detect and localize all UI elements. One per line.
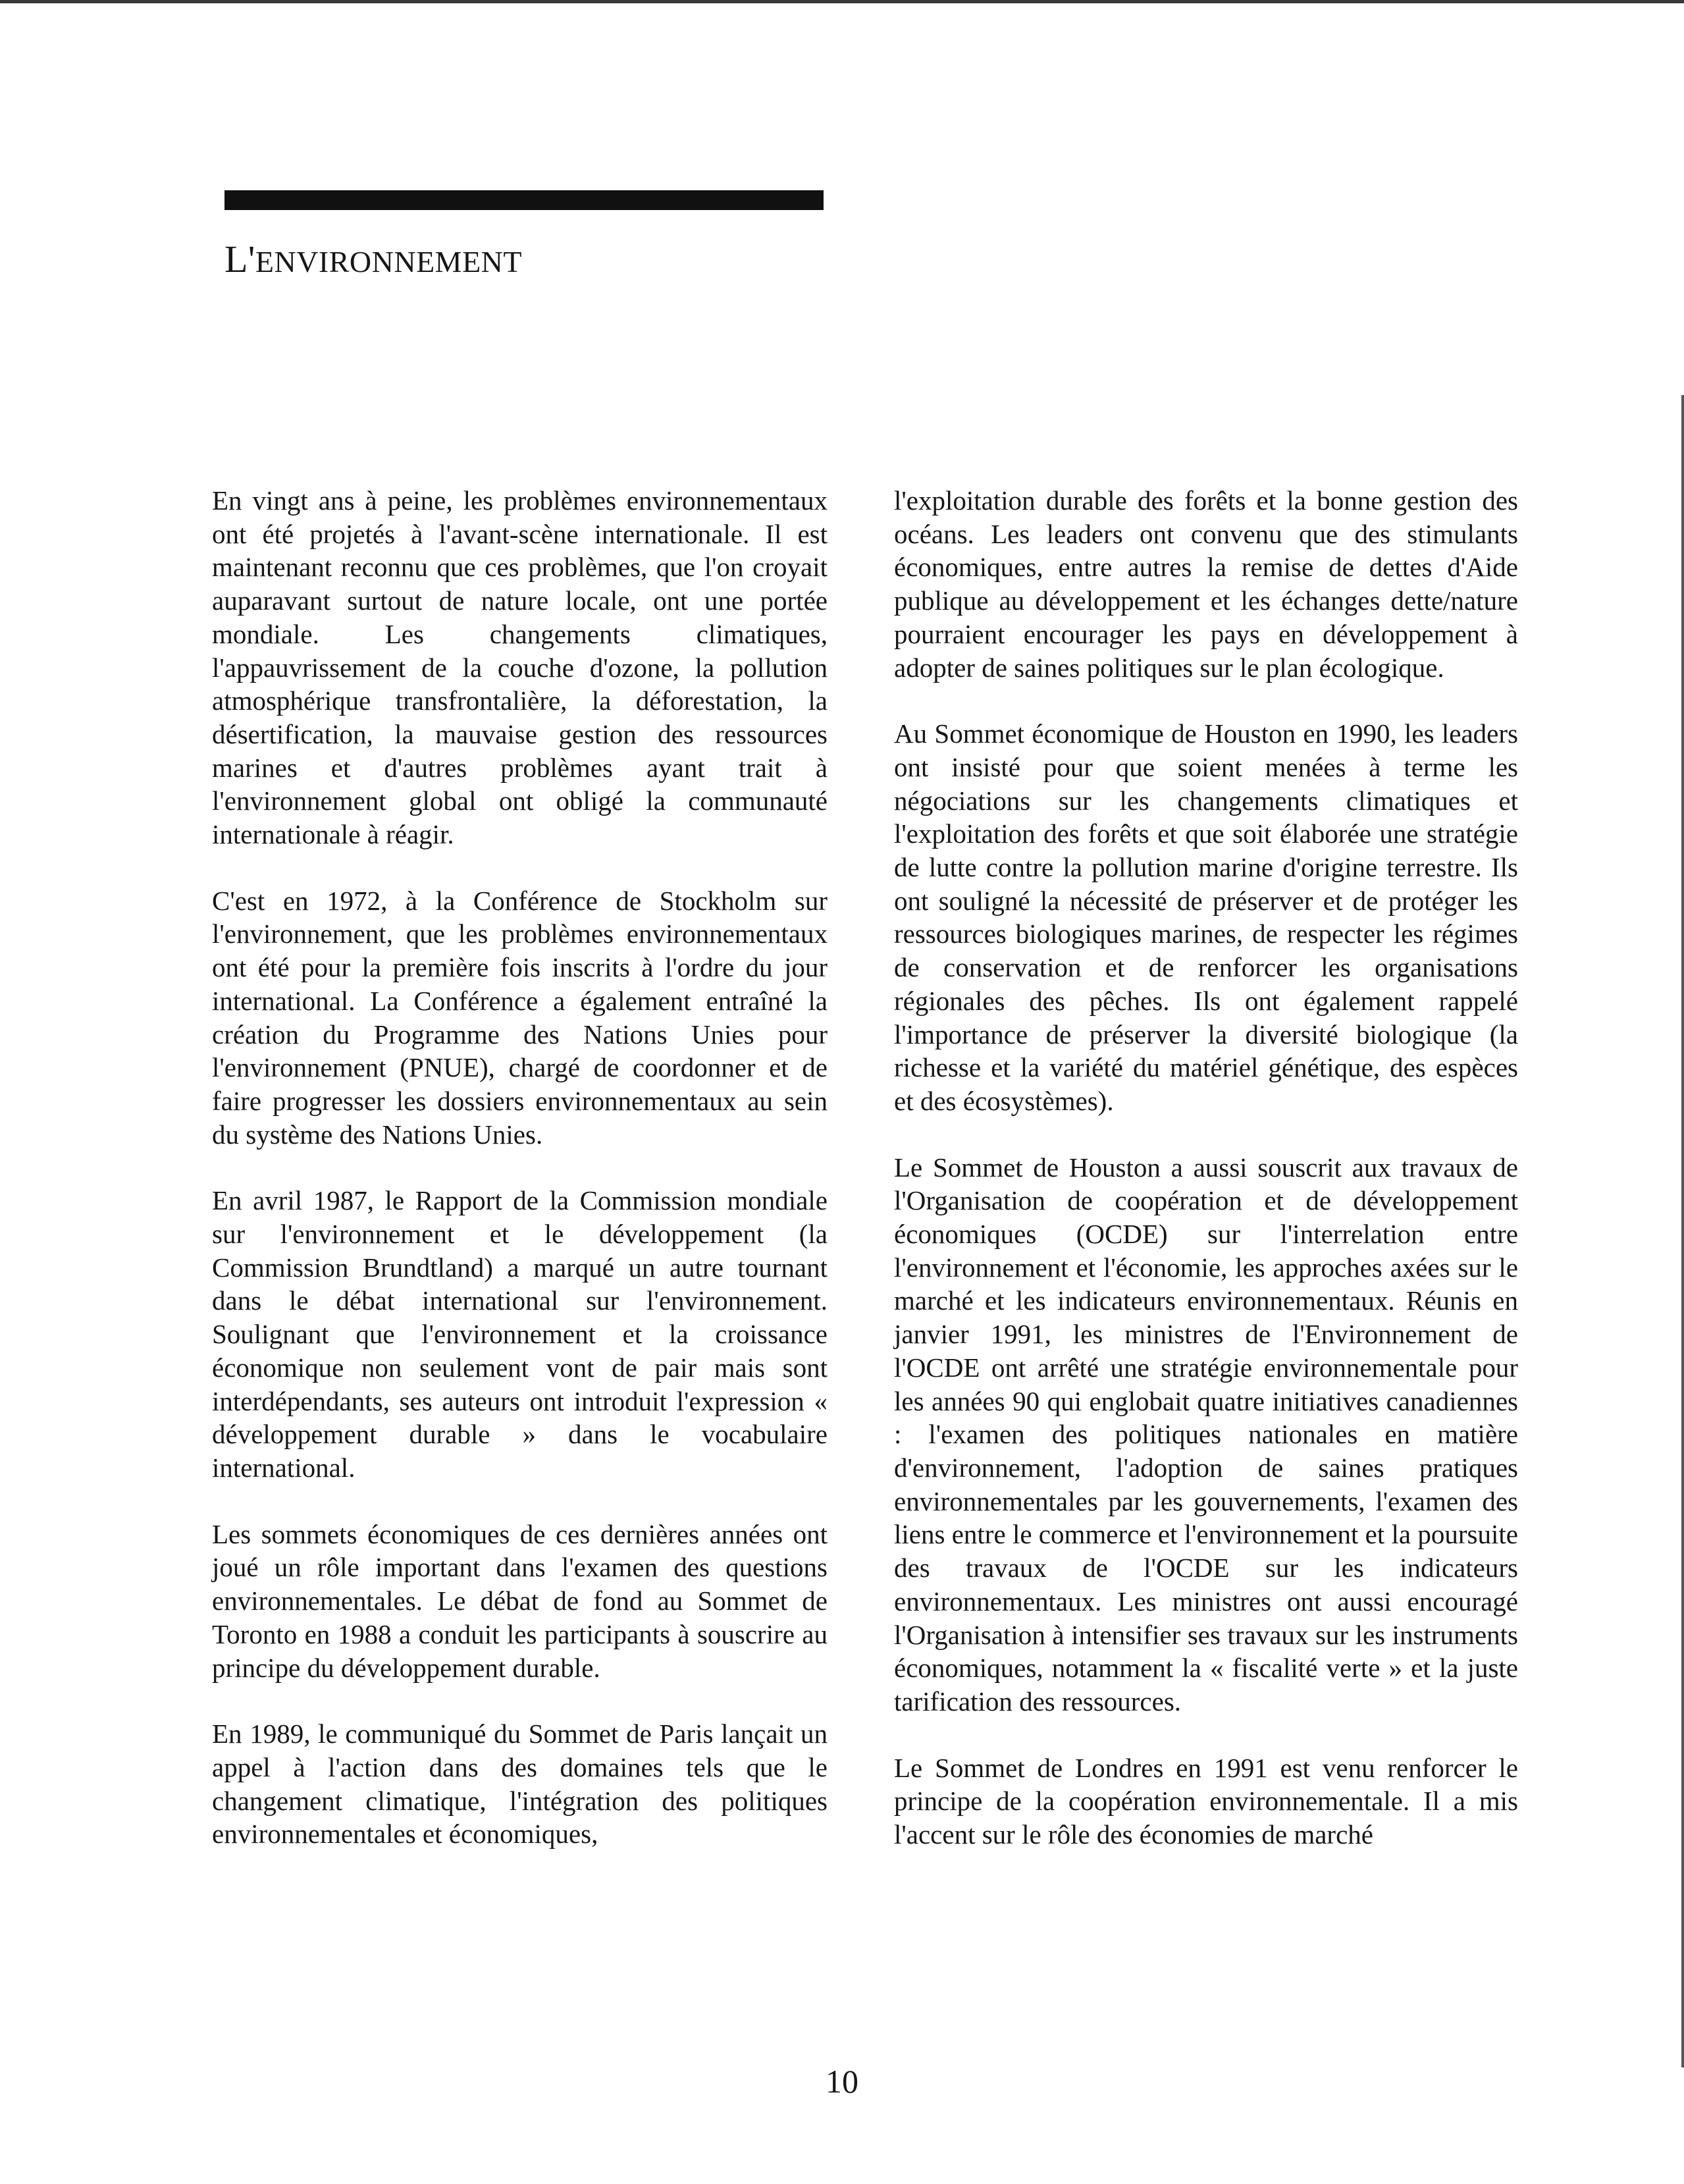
page-title	[224, 237, 522, 281]
paragraph: l'exploitation durable des forêts et la bonne gestion des océans. Les leaders ont convenu que des stimulants économiques, entre autres la remise de dettes d'Aide publique au développement et les échanges dette/nature pourraient encourager les pays en développement à adopter de saines politiques sur le plan écologique.	[894, 485, 1518, 683]
left-column	[212, 484, 828, 1884]
right-column	[894, 484, 1518, 1884]
paragraph: En vingt ans à peine, les problèmes environnementaux ont été projetés à l'avant-scène internationale. Il est maintenant reconnu que ces problèmes, que l'on croyait auparavant surtout de nature locale, ont une portée mondiale. Les changements climatiques, l'appauvrissement de la couche d'ozone, la pollution atmosphérique transfrontalière, la déforestation, la désertification, la mauvaise gestion des ressources marines et d'autres problèmes ayant trait à l'environnement global ont obligé la communauté internationale à réagir.	[212, 485, 828, 850]
top-border-rule	[0, 0, 1684, 3]
paragraph: Le Sommet de Londres en 1991 est venu renforcer le principe de la coopération environnementale. Il a mis l'accent sur le rôle des économies de marché	[894, 1752, 1518, 1850]
title-prefix: L'	[224, 238, 255, 280]
section-header-bar	[224, 190, 824, 210]
page-number: 10	[826, 2063, 858, 2100]
paragraph: En avril 1987, le Rapport de la Commission mondiale sur l'environnement et le développement (la Commission Brundtland) a marqué un autre tournant dans le débat international sur l'environnement. Soulignant que l'environnement et la croissance économique non seulement vont de pair mais sont interdépendants, ses auteurs ont introduit l'expression « développement durable » dans le vocabulaire international.	[212, 1185, 828, 1483]
paragraph: En 1989, le communiqué du Sommet de Paris lançait un appel à l'action dans des domaines tels que le changement climatique, l'intégration des politiques environnementales et économiques,	[212, 1718, 828, 1850]
paragraph: Le Sommet de Houston a aussi souscrit aux travaux de l'Organisation de coopération et de développement économiques (OCDE) sur l'interrelation entre l'environnement et l'économie, les approches axées sur le marché et les indicateurs environnementaux. Réunis en janvier 1991, les ministres de l'Environnement de l'OCDE ont arrêté une stratégie environnementale pour les années 90 qui englobait quatre initiatives canadiennes : l'examen des politiques nationales en matière d'environnement, l'adoption de saines pratiques environnementales par les gouvernements, l'examen des liens entre le commerce et l'environnement et la poursuite des travaux de l'OCDE sur les indicateurs environnementaux. Les ministres ont aussi encouragé l'Organisation à intensifier ses travaux sur les instruments économiques, notamment la « fiscalité verte » et la juste tarification des ressources.	[894, 1152, 1518, 1717]
title-main: ENVIRONNEMENT	[255, 245, 523, 279]
right-edge-rule	[1681, 395, 1684, 2067]
paragraph: C'est en 1972, à la Conférence de Stockholm sur l'environnement, que les problèmes environnementaux ont été pour la première fois inscrits à l'ordre du jour international. La Conférence a également entraîné la création du Programme des Nations Unies pour l'environnement (PNUE), chargé de coordonner et de faire progresser les dossiers environnementaux au sein du système des Nations Unies.	[212, 885, 828, 1150]
paragraph: Au Sommet économique de Houston en 1990, les leaders ont insisté pour que soient menées à terme les négociations sur les changements climatiques et l'exploitation des forêts et que soit élaborée une stratégie de lutte contre la pollution marine d'origine terrestre. Ils ont souligné la nécessité de préserver et de protéger les ressources biologiques marines, de respecter les régimes de conservation et de renforcer les organisations régionales des pêches. Ils ont également rappelé l'importance de préserver la diversité biologique (la richesse et la variété du matériel génétique, des espèces et des écosystèmes).	[894, 718, 1518, 1116]
paragraph: Les sommets économiques de ces dernières années ont joué un rôle important dans l'examen des questions environnementales. Le débat de fond au Sommet de Toronto en 1988 a conduit les participants à souscrire au principe du développement durable.	[212, 1518, 828, 1683]
